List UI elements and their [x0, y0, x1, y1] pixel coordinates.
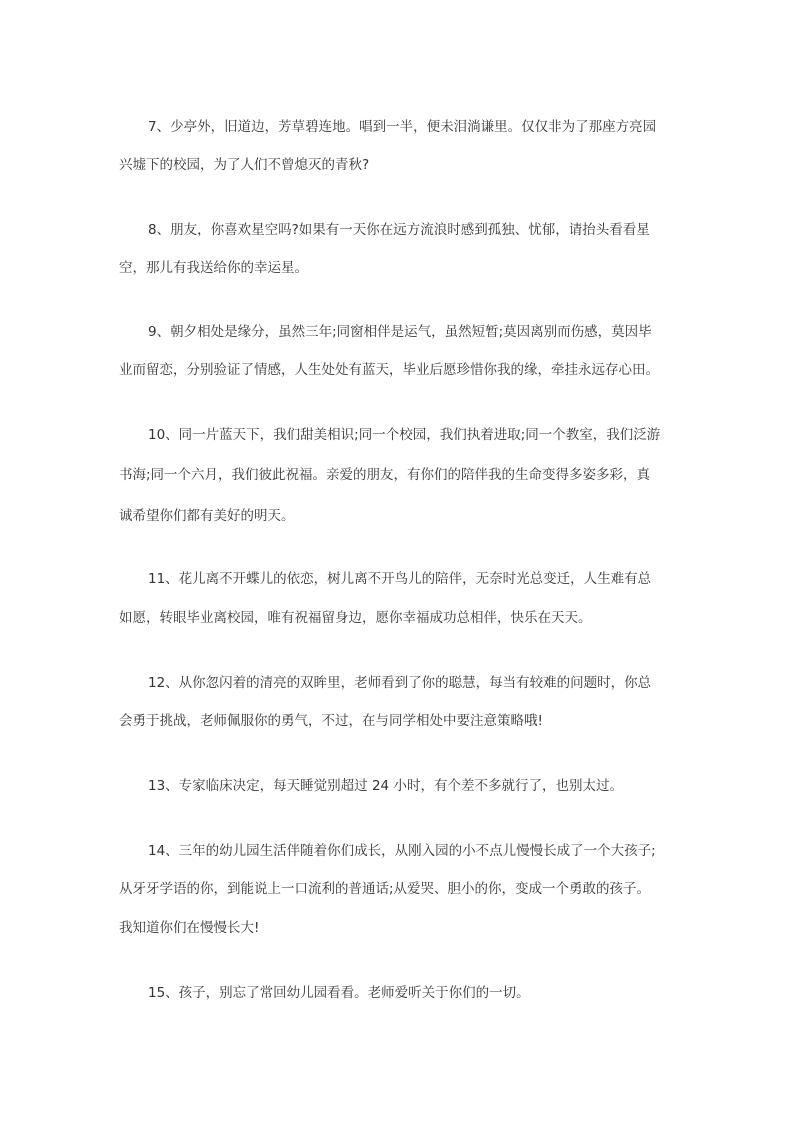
paragraph-7-line-2: 兴墟下的校园，为了人们不曾熄灭的青秋?: [119, 157, 370, 173]
paragraph-14-line-3: 我知道你们在慢慢长大!: [119, 920, 260, 936]
paragraph-14-line-1: 14、三年的幼儿园生活伴随着你们成长，从刚入园的小不点儿慢慢长成了一个大孩子;: [148, 843, 656, 859]
paragraph-7-line-1: 7、少亭外，旧道边，芳草碧连地。唱到一半，便未泪淌谦里。仅仅非为了那座方亮园: [148, 119, 657, 135]
paragraph-13-line-1: 13、专家临床决定，每天睡觉别超过 24 小时，有个差不多就行了，也别太过。: [148, 778, 623, 794]
paragraph-8-line-1: 8、朋友，你喜欢星空吗?如果有一天你在远方流浪时感到孤独、忧郁，请抬头看看星: [148, 222, 650, 238]
paragraph-11-line-1: 11、花儿离不开蝶儿的依恋，树儿离不开鸟儿的陪伴，无奈时光总变迁，人生难有总: [148, 571, 652, 587]
paragraph-12-line-2: 会勇于挑战，老师佩服你的勇气，不过，在与同学相处中要注意策略哦!: [119, 713, 543, 729]
paragraph-10-line-3: 诚希望你们都有美好的明天。: [119, 508, 295, 524]
paragraph-10-line-1: 10、同一片蓝天下，我们甜美相识;同一个校园，我们执着进取;同一个教室，我们泛游: [148, 427, 661, 443]
paragraph-9-line-2: 业而留恋，分别验证了情感，人生处处有蓝天，毕业后愿珍惜你我的缘，牵挂永远存心田。: [119, 362, 659, 378]
paragraph-8-line-2: 空，那儿有我送给你的幸运星。: [119, 260, 308, 276]
paragraph-12-line-1: 12、从你忽闪着的清亮的双眸里，老师看到了你的聪慧，每当有较难的问题时，你总: [148, 675, 652, 691]
paragraph-9-line-1: 9、朝夕相处是缘分，虽然三年;同窗相伴是运气，虽然短暂;莫因离别而伤感，莫因毕: [148, 324, 652, 340]
paragraph-10-line-2: 书海;同一个六月，我们彼此祝福。亲爱的朋友，有你们的陪伴我的生命变得多姿多彩，真: [119, 467, 651, 483]
paragraph-11-line-2: 如愿，转眼毕业离校园，唯有祝福留身边，愿你幸福成功总相伴，快乐在天天。: [119, 610, 592, 626]
paragraph-14-line-2: 从牙牙学语的你，到能说上一口流利的普通话;从爱哭、胆小的你，变成一个勇敢的孩子。: [119, 881, 651, 897]
paragraph-15-line-1: 15、孩子，别忘了常回幼儿园看看。老师爱听关于你们的一切。: [148, 985, 530, 1001]
